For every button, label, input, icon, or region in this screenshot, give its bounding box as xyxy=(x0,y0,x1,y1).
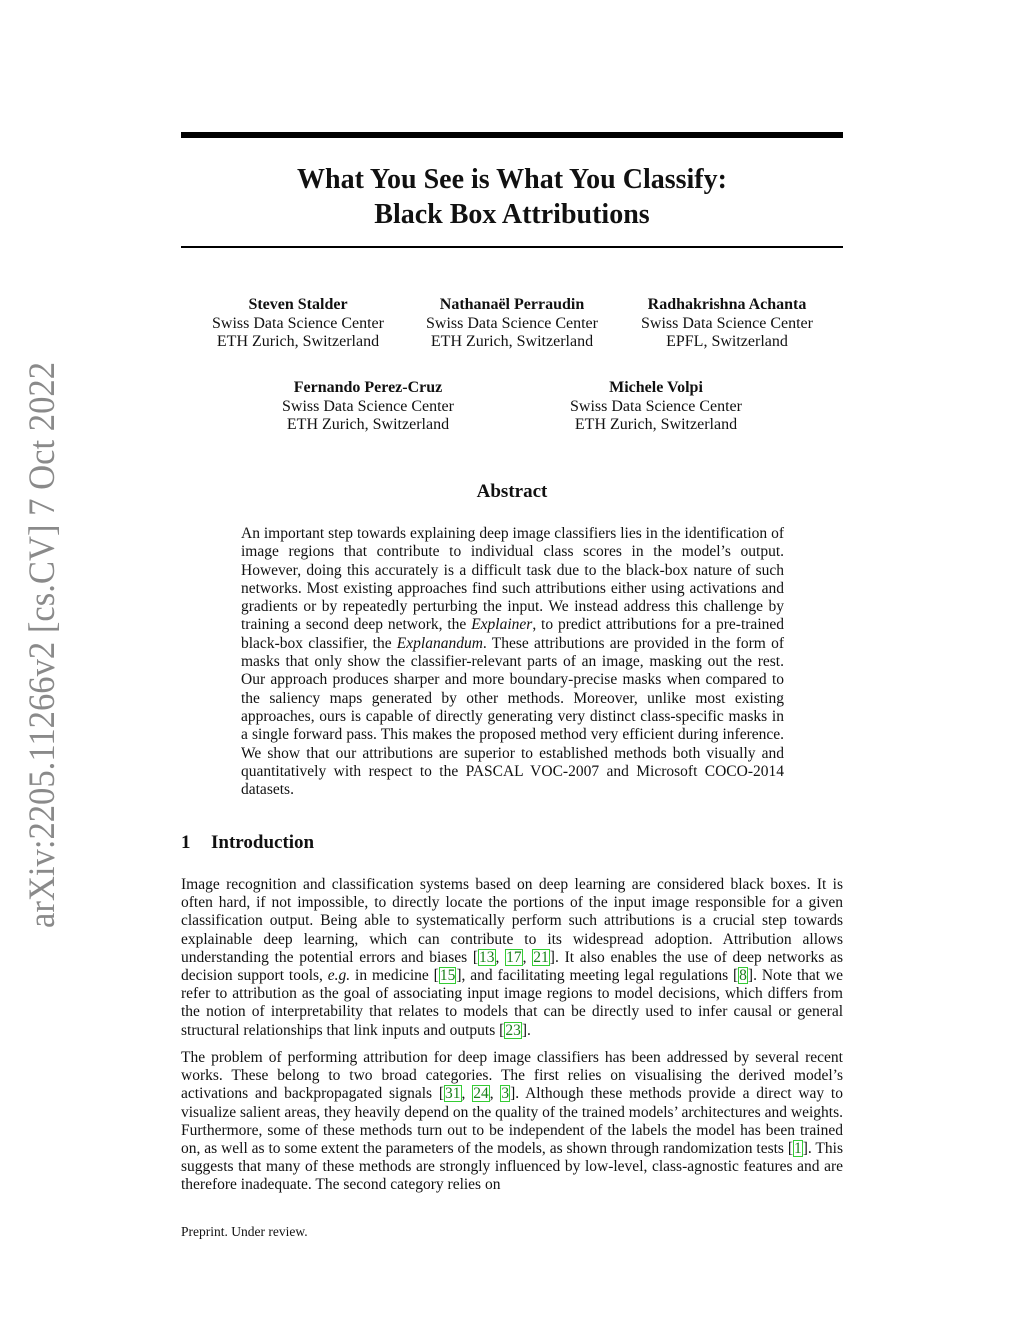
abstract-text: . These attributions are provided in the form of masks that only show the classifier-relevant parts of an image, masking out the rest. Our approach produces sharper and more boundary-precise masks when compared to the saliency maps generated by other methods. Moreover, unlike most existing approaches, ours is capable of directly generating very distinct class-specific masks in a single forward pass. This makes the proposed method very efficient during inference. We show that our attributions are superior to established methods both visually and quantitatively with respect to the PASCAL VOC-2007 and Microsoft COCO-2014 datasets. xyxy=(241,634,784,799)
body-text: ]. It also enables the use of deep networks as decision support tools, xyxy=(181,948,843,985)
author-name: Michele Volpi xyxy=(609,379,703,396)
author-block xyxy=(412,296,612,352)
body-text: The problem of performing attribution for deep image classifiers has been addressed by several recent works. These belong to two broad categories. The first relies on visualising the derived model’s activations and backpropagated signals [ xyxy=(181,1049,843,1103)
citation-link[interactable]: 8 xyxy=(739,967,747,985)
body-text: ], and facilitating meeting legal regulations [ xyxy=(456,967,739,985)
abstract-term: Explainer xyxy=(471,616,533,634)
arxiv-stamp-text: arXiv:2205.11266v2 [cs.CV] 7 Oct 2022 xyxy=(22,360,63,928)
author-affiliation: ETH Zurich, Switzerland xyxy=(574,416,738,433)
section-heading xyxy=(181,832,314,854)
paper-title xyxy=(181,162,843,232)
author-name: Fernando Perez-Cruz xyxy=(293,379,443,396)
citation-link[interactable]: 1 xyxy=(794,1140,802,1158)
intro-paragraph: Image recognition and classification systems based on deep learning are considered black boxes. It is often hard, if not impossible, to directly locate the portions of the input image responsible for a given classification output. Being able to systematically perform such attributions is a crucial step towards explainable deep learning, which can contribute to its widespread adoption. Attribution allows understanding the potential errors and biases [13, 17, 21]. It also enables the use of deep networks as decision support tools, e.g. in medicine [15], and facilitating meeting legal regulations [8]. Note that we refer to attribution as the goal of associating input image regions to model decisions, which differs from the notion of interpretability that relates to models that can be directly used to infer causal or general structural relationships that link inputs and outputs [23]. xyxy=(181,876,844,1039)
author-affiliation: ETH Zurich, Switzerland xyxy=(430,333,594,350)
author-affiliation: Swiss Data Science Center xyxy=(212,314,384,332)
body-italic: e.g. xyxy=(327,967,351,985)
author-affiliation: EPFL, Switzerland xyxy=(666,333,788,350)
citation-link[interactable]: 23 xyxy=(505,1021,521,1039)
body-text: ]. Note that we refer to attribution as the goal of associating input image regions to model decisions, which differs from the notion of interpretability that relates to models that can be directly used to infer causal or general structural relationships that link inputs and outputs [ xyxy=(181,967,844,1039)
abstract-text: An important step towards explaining deep image classifiers lies in the identification of image regions that contribute to individual class scores in the model’s output. However, doing this accurately is a difficult task due to the black-box nature of such networks. Most existing approaches find such attributions either using activations and gradients or by repeatedly perturbing the input. We instead address this challenge by training a second deep network, the xyxy=(241,525,784,634)
author-affiliation: Swiss Data Science Center xyxy=(282,397,454,415)
author-affiliation: Swiss Data Science Center xyxy=(570,397,742,415)
author-block xyxy=(198,296,398,352)
author-affiliation: ETH Zurich, Switzerland xyxy=(286,416,450,433)
author-affiliation: Swiss Data Science Center xyxy=(641,314,813,332)
citation-link[interactable]: 3 xyxy=(501,1085,510,1103)
author-name: Radhakrishna Achanta xyxy=(647,296,807,313)
abstract-body xyxy=(241,525,784,799)
author-affiliation: Swiss Data Science Center xyxy=(426,314,598,332)
author-name: Steven Stalder xyxy=(248,296,348,313)
citation-link[interactable]: 17 xyxy=(506,948,522,966)
citation-link[interactable]: 13 xyxy=(479,948,495,966)
title-rule-bottom xyxy=(181,246,843,248)
section-title: Introduction xyxy=(211,832,315,853)
abstract-term: Explanandum xyxy=(396,634,483,652)
body-text: Image recognition and classification systems based on deep learning are considered black boxes. It is often hard, if not impossible, to directly locate the portions of the input image responsible for a given classification output. Being able to systematically perform such attributions is a crucial step towards explainable deep learning, which can contribute to its widespread adoption. Attribution allows understanding the potential errors and biases [ xyxy=(181,876,843,966)
author-name: Nathanaël Perraudin xyxy=(439,296,585,313)
author-affiliation: ETH Zurich, Switzerland xyxy=(216,333,380,350)
author-block xyxy=(556,379,756,435)
title-line-2: Black Box Attributions xyxy=(374,199,650,230)
section-number: 1 xyxy=(181,832,191,853)
body-text: in medicine [ xyxy=(350,967,439,985)
arxiv-stamp xyxy=(8,360,68,930)
citation-link[interactable]: 21 xyxy=(533,948,549,966)
citation-link[interactable]: 31 xyxy=(445,1085,461,1103)
abstract-text: , to predict attributions for a pre-trained black-box classifier, the xyxy=(241,616,785,652)
title-line-1: What You See is What You Classify: xyxy=(297,164,727,195)
body-text: ]. xyxy=(521,1021,531,1039)
citation-link[interactable]: 15 xyxy=(439,967,456,985)
author-block xyxy=(627,296,827,352)
body-text: ]. Although these methods provide a direct way to visualize salient areas, they heavily depend on the quality of the trained models’ architectures and weights. Furthermore, some of these methods turn out to be independent of the labels the model has been trained on, as well as to some extent the parameters of the models, as shown through randomization tests [ xyxy=(181,1085,843,1158)
title-rule-top xyxy=(181,132,843,138)
author-block xyxy=(268,379,468,435)
body-text: ]. This suggests that many of these methods are strongly influenced by low-level, class-agnostic features and are therefore inadequate. The second category relies on xyxy=(181,1140,843,1194)
citation-link[interactable]: 24 xyxy=(473,1085,489,1103)
intro-paragraph: The problem of performing attribution for deep image classifiers has been addressed by several recent works. These belong to two broad categories. The first relies on visualising the derived model’s activations and backpropagated signals [31, 24, 3]. Although these methods provide a direct way to visualize salient areas, they heavily depend on the quality of the trained models’ architectures and weights. Furthermore, some of these methods turn out to be independent of the labels the model has been trained on, as well as to some extent the parameters of the models, as shown through randomization tests [1]. This suggests that many of these methods are strongly influenced by low-level, class-agnostic features and are therefore inadequate. The second category relies on xyxy=(181,1049,843,1194)
abstract-heading: Abstract xyxy=(476,481,548,502)
page-footer: Preprint. Under review. xyxy=(181,1224,308,1239)
